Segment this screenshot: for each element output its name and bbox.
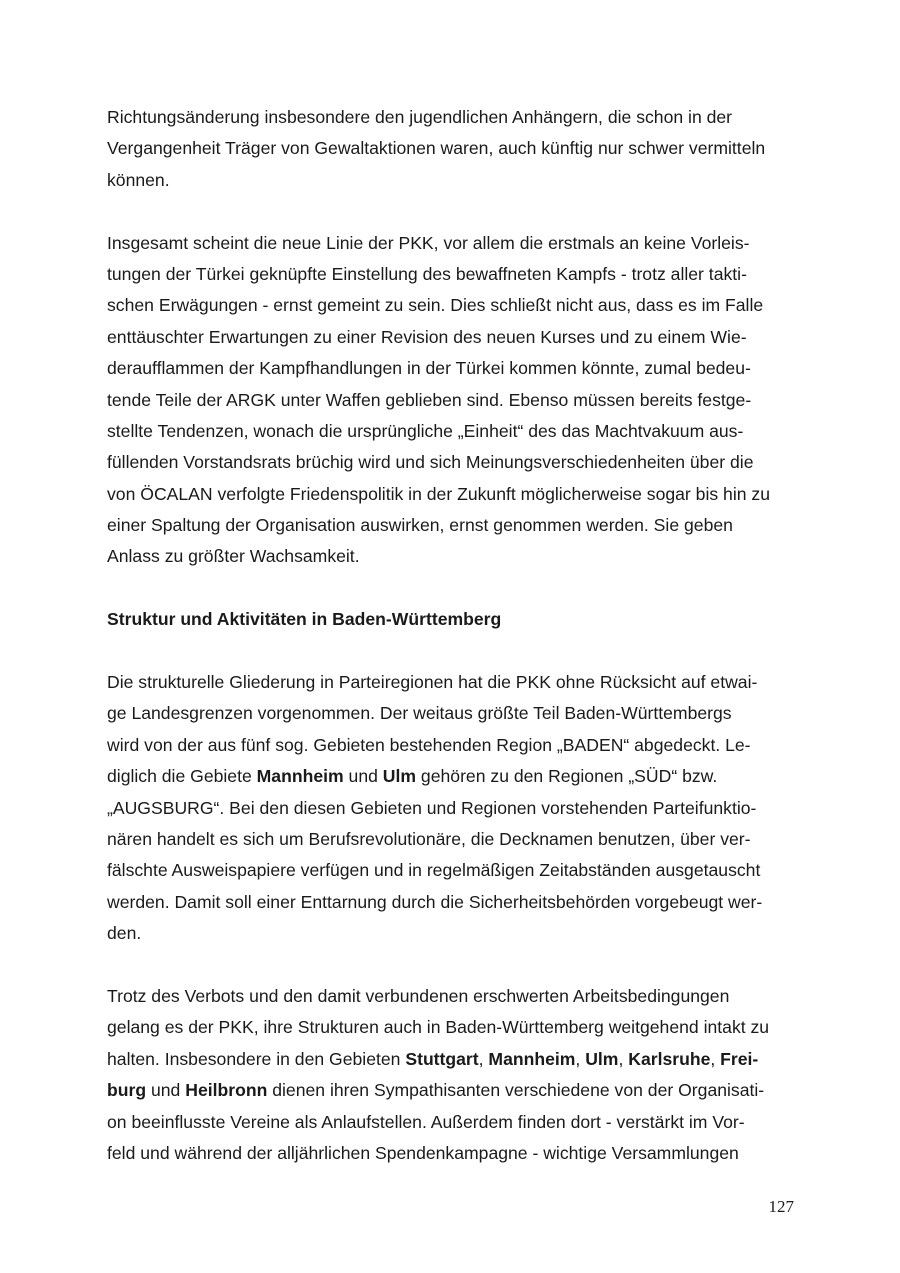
text-line (107, 228, 797, 259)
bold-text: Mannheim (256, 766, 344, 787)
text-line (107, 761, 797, 792)
text-segment: und (343, 766, 383, 787)
paragraph-gap (107, 950, 797, 981)
text-segment: diglich die Gebiete (107, 766, 257, 787)
bold-text: Ulm (382, 766, 417, 787)
text-line (107, 133, 797, 164)
text-line (107, 793, 797, 824)
text-segment: ge Landesgrenzen vorgenommen. Der weitaus größte Teil Baden-Württembergs (107, 703, 732, 724)
text-segment: füllenden Vorstandsrats brüchig wird und sich Meinungsverschiedenheiten über die (107, 452, 754, 473)
text-line (107, 887, 797, 918)
text-segment: , (618, 1048, 629, 1069)
text-line (107, 102, 797, 133)
text-segment: tende Teile der ARGK unter Waffen geblieben sind. Ebenso müssen bereits festge- (107, 389, 752, 410)
text-segment: feld und während der alljährlichen Spendenkampagne - wichtige Versammlungen (107, 1142, 739, 1163)
text-line (107, 259, 797, 290)
text-line (107, 322, 797, 353)
paragraph-p2 (107, 228, 797, 573)
text-segment: tungen der Türkei geknüpfte Einstellung des bewaffneten Kampfs - trotz aller takti- (107, 263, 747, 284)
text-line (107, 698, 797, 729)
text-segment: Richtungsänderung insbesondere den jugendlichen Anhängern, die schon in der (107, 107, 733, 127)
text-line (107, 918, 797, 949)
text-segment: dienen ihren Sympathisanten verschiedene von der Organisati- (267, 1080, 765, 1101)
paragraph-gap (107, 196, 797, 227)
text-segment: nären handelt es sich um Berufsrevolutionäre, die Decknamen benutzen, über ver- (107, 828, 751, 849)
text-line (107, 824, 797, 855)
paragraph-gap (107, 573, 797, 604)
bold-text: Stuttgart (405, 1048, 479, 1069)
bold-text: Heilbronn (185, 1080, 268, 1101)
text-segment: enttäuschter Erwartungen zu einer Revision des neuen Kurses und zu einem Wie- (107, 326, 747, 347)
text-line (107, 510, 797, 541)
text-line (107, 385, 797, 416)
text-line (107, 416, 797, 447)
text-segment: Trotz des Verbots und den damit verbundenen erschwerten Arbeitsbedingungen (107, 985, 730, 1006)
text-segment: stellte Tendenzen, wonach die ursprüngliche „Einheit“ des das Machtvakuum aus- (107, 420, 744, 441)
text-line (107, 1075, 797, 1106)
bold-text: burg (107, 1080, 147, 1101)
text-segment: einer Spaltung der Organisation auswirken, ernst genommen werden. Sie geben (107, 515, 733, 536)
text-segment: gelang es der PKK, ihre Strukturen auch in Baden-Württemberg weitgehend intakt zu (107, 1017, 770, 1038)
paragraph-p1 (107, 102, 797, 196)
text-line (107, 479, 797, 510)
text-segment: fälschte Ausweispapiere verfügen und in regelmäßigen Zeitabständen ausgetauscht (107, 860, 761, 881)
text-line (107, 981, 797, 1012)
bold-text: Frei- (720, 1048, 759, 1069)
bold-text: Karlsruhe (628, 1048, 711, 1069)
text-line (107, 165, 797, 196)
text-segment: können. (107, 169, 170, 190)
text-line (107, 290, 797, 321)
text-segment: „AUGSBURG“. Bei den diesen Gebieten und Regionen vorstehenden Parteifunktio- (107, 797, 757, 818)
text-line (107, 353, 797, 384)
paragraph-p4 (107, 981, 797, 1169)
text-segment: schen Erwägungen - ernst gemeint zu sein. Dies schließt nicht aus, dass es im Falle (107, 295, 764, 316)
text-line (107, 604, 797, 635)
text-segment: und (146, 1080, 186, 1101)
paragraph-gap (107, 636, 797, 667)
page-number: 127 (768, 1197, 794, 1216)
paragraph-p3 (107, 667, 797, 950)
text-segment: Vergangenheit Träger von Gewaltaktionen waren, auch künftig nur schwer vermitteln (107, 138, 766, 159)
text-segment: den. (107, 923, 142, 944)
text-segment: , (478, 1048, 489, 1069)
text-line (107, 447, 797, 478)
text-segment: , (710, 1048, 721, 1069)
text-segment: Die strukturelle Gliederung in Parteiregionen hat die PKK ohne Rücksicht auf etwai- (107, 672, 758, 693)
page-body (107, 102, 797, 1169)
section-heading (107, 604, 797, 635)
text-line (107, 1138, 797, 1169)
text-segment: wird von der aus fünf sog. Gebieten bestehenden Region „BADEN“ abgedeckt. Le- (107, 734, 751, 755)
bold-text: Struktur und Aktivitäten in Baden-Württemberg (107, 609, 502, 630)
text-line (107, 730, 797, 761)
text-segment: gehören zu den Regionen „SÜD“ bzw. (416, 766, 718, 787)
text-segment: Insgesamt scheint die neue Linie der PKK, vor allem die erstmals an keine Vorleis- (107, 232, 750, 253)
text-line (107, 1107, 797, 1138)
text-line (107, 541, 797, 572)
bold-text: Ulm (585, 1048, 619, 1069)
text-segment: , (575, 1048, 586, 1069)
text-segment: Anlass zu größter Wachsamkeit. (107, 546, 360, 567)
text-segment: halten. Insbesondere in den Gebieten (107, 1048, 406, 1069)
text-segment: von ÖCALAN verfolgte Friedenspolitik in der Zukunft möglicherweise sogar bis hin zu (107, 483, 771, 504)
text-segment: werden. Damit soll einer Enttarnung durch die Sicherheitsbehörden vorgebeugt wer- (107, 891, 763, 912)
bold-text: Mannheim (488, 1048, 576, 1069)
text-line (107, 855, 797, 886)
text-segment: deraufflammen der Kampfhandlungen in der Türkei kommen könnte, zumal bedeu- (107, 358, 751, 379)
text-line (107, 1012, 797, 1043)
text-line (107, 667, 797, 698)
text-segment: on beeinflusste Vereine als Anlaufstellen. Außerdem finden dort - verstärkt im Vor- (107, 1111, 745, 1132)
text-line (107, 1044, 797, 1075)
